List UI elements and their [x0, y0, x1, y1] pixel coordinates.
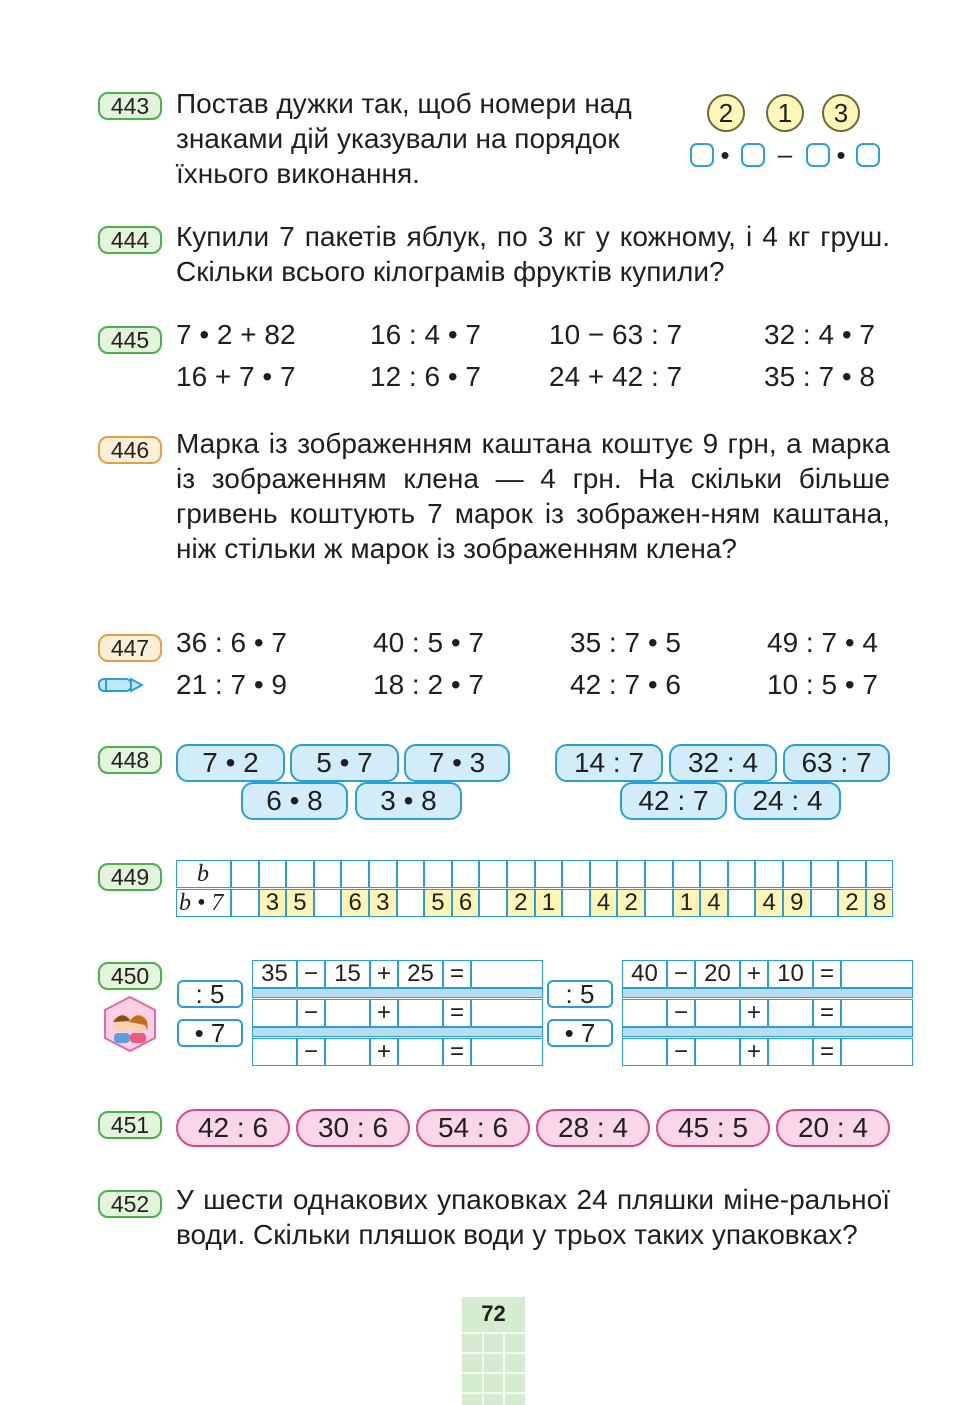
grid-cell — [471, 1038, 543, 1066]
grid-cell — [252, 1038, 297, 1066]
row-header-b: b — [176, 860, 231, 888]
grid-cell: = — [813, 960, 841, 988]
expression-oval: 42 : 6 — [176, 1109, 290, 1147]
exercise-444-text: Купили 7 пакетів яблук, по 3 кг у кожному, і 4 кг груш. Скільки всього кілограмів фруктів купили? — [176, 221, 890, 287]
grid-cell — [841, 1038, 913, 1066]
row-header-b7: b • 7 — [176, 889, 231, 917]
pair-work-icon — [101, 995, 159, 1058]
expression: 40 : 5 • 7 — [373, 627, 484, 658]
table-cell: 1 — [535, 889, 563, 917]
grid-cell: = — [443, 999, 471, 1027]
grid-cell: = — [813, 999, 841, 1027]
table-cell: 8 — [866, 889, 894, 917]
operation-label: : 5 — [547, 980, 613, 1008]
order-circle: 2 — [707, 94, 745, 132]
table-cell — [424, 860, 452, 888]
exercise-452-text: У шести однакових упаковках 24 пляшки міне-ральної води. Скільки пляшок води у трьох таких упаковках? — [176, 1184, 890, 1250]
table-cell — [838, 860, 866, 888]
exercise-443-text — [176, 86, 676, 191]
table-cell — [314, 889, 342, 917]
exercise-number-452: 452 — [98, 1190, 162, 1218]
expression-pill: 3 • 8 — [355, 782, 462, 820]
table-cell — [507, 860, 535, 888]
expression-pill: 63 : 7 — [783, 744, 890, 782]
order-circle: 3 — [822, 94, 860, 132]
grid-cell — [841, 999, 913, 1027]
grid-cell: + — [370, 1038, 398, 1066]
grid-cell — [398, 999, 443, 1027]
exercise-number-449: 449 — [98, 863, 162, 891]
grid-cell: 25 — [398, 960, 443, 988]
empty-box — [806, 143, 830, 167]
table-cell: 6 — [452, 889, 480, 917]
pencil-icon — [98, 676, 144, 699]
table-cell — [231, 860, 259, 888]
empty-box — [690, 143, 714, 167]
grid-cell: + — [740, 960, 768, 988]
expression: 36 : 6 • 7 — [176, 627, 287, 658]
expression: 42 : 7 • 6 — [570, 669, 681, 700]
page-number: 72 — [481, 1301, 506, 1326]
table-cell — [562, 889, 590, 917]
expression-pill: 7 • 2 — [176, 744, 285, 782]
grid-cell — [398, 1038, 443, 1066]
exercise-number-444: 444 — [98, 226, 162, 254]
grid-cell: + — [740, 1038, 768, 1066]
empty-box — [856, 143, 880, 167]
text-line: Постав дужки так, щоб номери над — [176, 88, 632, 119]
grid-cell — [768, 999, 813, 1027]
table-cell: 3 — [259, 889, 287, 917]
grid-separator — [252, 988, 543, 998]
expression: 35 : 7 • 8 — [764, 361, 875, 392]
grid-cell: − — [667, 999, 695, 1027]
grid-cell: 40 — [622, 960, 667, 988]
table-cell — [645, 889, 673, 917]
grid-separator — [622, 1027, 913, 1037]
table-cell: 1 — [673, 889, 701, 917]
table-cell — [590, 860, 618, 888]
table-cell: 3 — [369, 889, 397, 917]
expression: 49 : 7 • 4 — [767, 627, 878, 658]
table-cell: 2 — [507, 889, 535, 917]
table-cell: 4 — [590, 889, 618, 917]
grid-cell — [471, 999, 543, 1027]
expression-oval: 20 : 4 — [776, 1109, 890, 1147]
grid-cell: + — [740, 999, 768, 1027]
empty-box — [741, 143, 765, 167]
expression: 7 • 2 + 82 — [176, 319, 296, 350]
table-cell — [369, 860, 397, 888]
expression-pill: 32 : 4 — [669, 744, 777, 782]
table-cell — [286, 860, 314, 888]
expression: 10 : 5 • 7 — [767, 669, 878, 700]
table-cell — [673, 860, 701, 888]
operation-label: • 7 — [177, 1019, 243, 1047]
operator: – — [777, 139, 793, 169]
expression: 35 : 7 • 5 — [570, 627, 681, 658]
table-cell: 4 — [700, 889, 728, 917]
grid-cell: − — [667, 1038, 695, 1066]
table-cell — [700, 860, 728, 888]
expression-pill: 14 : 7 — [555, 744, 663, 782]
grid-cell: 10 — [768, 960, 813, 988]
grid-cell — [841, 960, 913, 988]
table-cell — [645, 860, 673, 888]
grid-cell: − — [297, 960, 325, 988]
exercise-number-448: 448 — [98, 746, 162, 774]
operator: • — [836, 140, 846, 170]
grid-cell: = — [443, 960, 471, 988]
expression: 18 : 2 • 7 — [373, 669, 484, 700]
table-cell — [617, 860, 645, 888]
page-number-tab — [462, 1297, 525, 1405]
expression-oval: 45 : 5 — [656, 1109, 770, 1147]
grid-cell — [622, 1038, 667, 1066]
grid-cell: − — [297, 1038, 325, 1066]
text-line: їхнього виконання. — [176, 158, 420, 189]
exercise-number-447: 447 — [98, 634, 162, 662]
grid-cell — [768, 1038, 813, 1066]
expression: 12 : 6 • 7 — [370, 361, 481, 392]
exercise-number-446: 446 — [98, 436, 162, 464]
expression-pill: 42 : 7 — [620, 782, 727, 820]
expression: 24 + 42 : 7 — [549, 361, 683, 392]
table-cell: 2 — [838, 889, 866, 917]
grid-cell: − — [297, 999, 325, 1027]
expression: 16 + 7 • 7 — [176, 361, 296, 392]
table-cell — [397, 860, 425, 888]
exercise-number-450: 450 — [98, 962, 162, 990]
grid-cell — [471, 960, 543, 988]
expression-oval: 54 : 6 — [416, 1109, 530, 1147]
table-cell — [866, 860, 894, 888]
table-cell — [811, 860, 839, 888]
table-cell: 2 — [617, 889, 645, 917]
expression: 16 : 4 • 7 — [370, 319, 481, 350]
grid-cell — [695, 999, 740, 1027]
grid-cell — [695, 1038, 740, 1066]
grid-cell — [622, 999, 667, 1027]
order-circle: 1 — [766, 94, 804, 132]
table-cell — [397, 889, 425, 917]
text-line: знаками дій указували на порядок — [176, 123, 620, 154]
table-cell — [535, 860, 563, 888]
value-table — [176, 860, 891, 918]
table-cell: 5 — [286, 889, 314, 917]
table-cell — [452, 860, 480, 888]
table-cell: 4 — [755, 889, 783, 917]
expression: 32 : 4 • 7 — [764, 319, 875, 350]
grid-separator — [622, 988, 913, 998]
grid-cell: + — [370, 999, 398, 1027]
grid-cell — [325, 999, 370, 1027]
expression-pill: 7 • 3 — [404, 744, 510, 782]
table-cell — [479, 860, 507, 888]
table-cell: 5 — [424, 889, 452, 917]
grid-cell: 35 — [252, 960, 297, 988]
exercise-number-443: 443 — [98, 92, 162, 120]
table-cell — [479, 889, 507, 917]
table-cell — [314, 860, 342, 888]
grid-cell: 15 — [325, 960, 370, 988]
table-cell — [231, 889, 259, 917]
exercise-446-text: Марка із зображенням каштана коштує 9 грн, а марка із зображенням клена — 4 грн. На скільки більше гривень коштують 7 марок із зображен-ням каштана, ніж стільки ж марок із зображенням клена? — [176, 428, 890, 564]
grid-cell: + — [370, 960, 398, 988]
grid-cell — [252, 999, 297, 1027]
expression-pill: 24 : 4 — [734, 782, 841, 820]
table-cell — [259, 860, 287, 888]
table-cell — [562, 860, 590, 888]
exercise-number-445: 445 — [98, 326, 162, 354]
expression-oval: 28 : 4 — [536, 1109, 650, 1147]
expression: 10 − 63 : 7 — [549, 319, 683, 350]
operator: • — [720, 140, 730, 170]
expression-pill: 5 • 7 — [290, 744, 399, 782]
table-cell — [728, 889, 756, 917]
exercise-number-451: 451 — [98, 1111, 162, 1139]
grid-cell: − — [667, 960, 695, 988]
table-cell — [811, 889, 839, 917]
operation-label: : 5 — [177, 980, 243, 1008]
table-cell — [341, 860, 369, 888]
grid-cell — [325, 1038, 370, 1066]
expression-pill: 6 • 8 — [241, 782, 348, 820]
grid-cell: 20 — [695, 960, 740, 988]
table-cell — [783, 860, 811, 888]
operation-label: • 7 — [547, 1019, 613, 1047]
table-cell — [728, 860, 756, 888]
expression-oval: 30 : 6 — [296, 1109, 410, 1147]
grid-cell: = — [443, 1038, 471, 1066]
table-cell: 9 — [783, 889, 811, 917]
grid-separator — [252, 1027, 543, 1037]
table-cell — [755, 860, 783, 888]
expression: 21 : 7 • 9 — [176, 669, 287, 700]
table-cell: 6 — [341, 889, 369, 917]
grid-cell: = — [813, 1038, 841, 1066]
